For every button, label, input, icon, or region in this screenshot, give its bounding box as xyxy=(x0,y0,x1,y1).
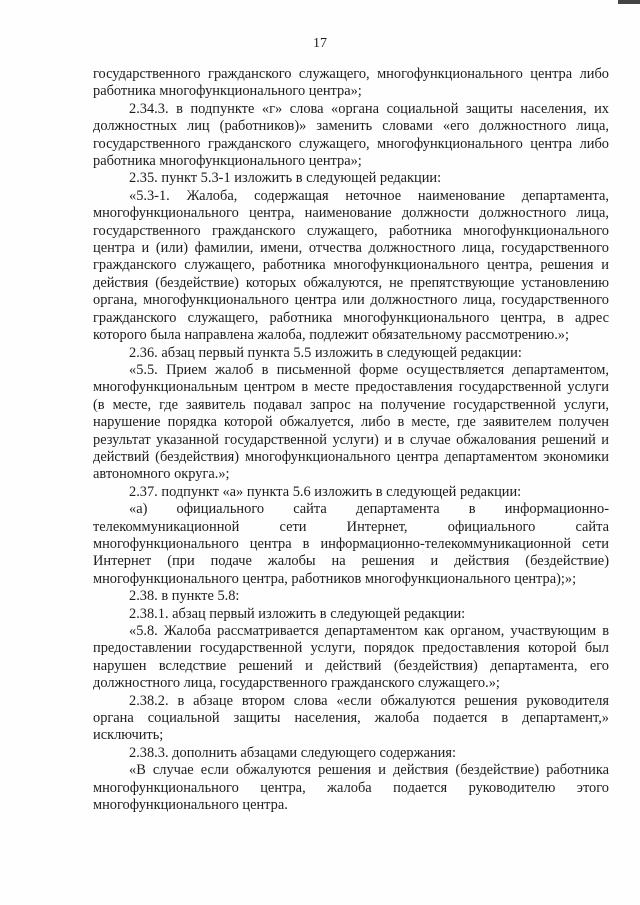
paragraph: 2.38.1. абзац первый изложить в следующей редакции: xyxy=(129,605,466,622)
paragraph: 2.38. в пункте 5.8: xyxy=(129,588,240,605)
paragraph: 2.35. пункт 5.3-1 изложить в следующей редакции: xyxy=(129,170,442,187)
paragraph: 2.37. подпункт «а» пункта 5.6 изложить в следующей редакции: xyxy=(129,483,522,500)
paragraph: 2.38.3. дополнить абзацами следующего содержания: xyxy=(129,744,456,761)
paragraph: 2.36. абзац первый пункта 5.5 изложить в следующей редакции: xyxy=(129,344,522,361)
paragraph: государственного гражданского служащего, многофункционального центра либо работника многофункционального центра»; xyxy=(93,66,609,100)
paragraph: 2.34.3. в подпункте «г» слова «органа социальной защиты населения, их должностных лиц (работников)» заменить словами «его должностного лица, государственного гражданского служащего, многофункционального центра либо работника многофункционального центра»; xyxy=(93,100,609,170)
paragraph: «5.5. Прием жалоб в письменной форме осуществляется департаментом, многофункциональным центром в месте предоставления государственной услуги (в месте, где заявитель подавал запрос на получение государственной услуги, нарушение порядка которой обжалуется, либо в месте, где заявителем получен результат указанной государственной услуги) и в случае обжалования решений и действий (бездействия) многофункционального центра департаментом экономики автономного округа.»; xyxy=(93,361,609,483)
page-number: 17 xyxy=(313,36,327,51)
paragraph: «5.3-1. Жалоба, содержащая неточное наименование департамента, многофункционального центра, наименование должности должностного лица, государственного гражданского служащего, работника многофункционального центра и (или) фамилии, имени, отчества должностного лица, государственного гражданского служащего, работника многофункционального центра, решения и действия (бездействие) которых обжалуются, не препятствующие установлению органа, многофункционального центра или должностного лица, государственного гражданского служащего, работника многофункционального центра, в адрес которого была направлена жалоба, подлежит обязательному рассмотрению.»; xyxy=(93,187,609,344)
scan-corner-mark xyxy=(618,0,640,4)
paragraph: 2.38.2. в абзаце втором слова «если обжалуются решения руководителя органа социальной защиты населения, жалоба подается в департамент,» исключить; xyxy=(93,692,609,744)
paragraph: «а) официального сайта департамента в информационно-телекоммуникационной сети Интернет, официального сайта многофункционального центра в информационно-телекоммуникационной сети Интернет (при подаче жалобы на решения и действия (бездействие) многофункционального центра, работников многофункционального центра);»; xyxy=(93,501,609,587)
paragraph: «5.8. Жалоба рассматривается департаментом как органом, участвующим в предоставлении государственной услуги, порядок предоставления которой был нарушен вследствие решений и действий (бездействия) департамента, его должностного лица, государственного гражданского служащего.»; xyxy=(93,623,609,692)
paragraph: «В случае если обжалуются решения и действия (бездействие) работника многофункционального центра, жалоба подается руководителю этого многофункционального центра. xyxy=(93,762,609,814)
document-body xyxy=(93,66,609,814)
